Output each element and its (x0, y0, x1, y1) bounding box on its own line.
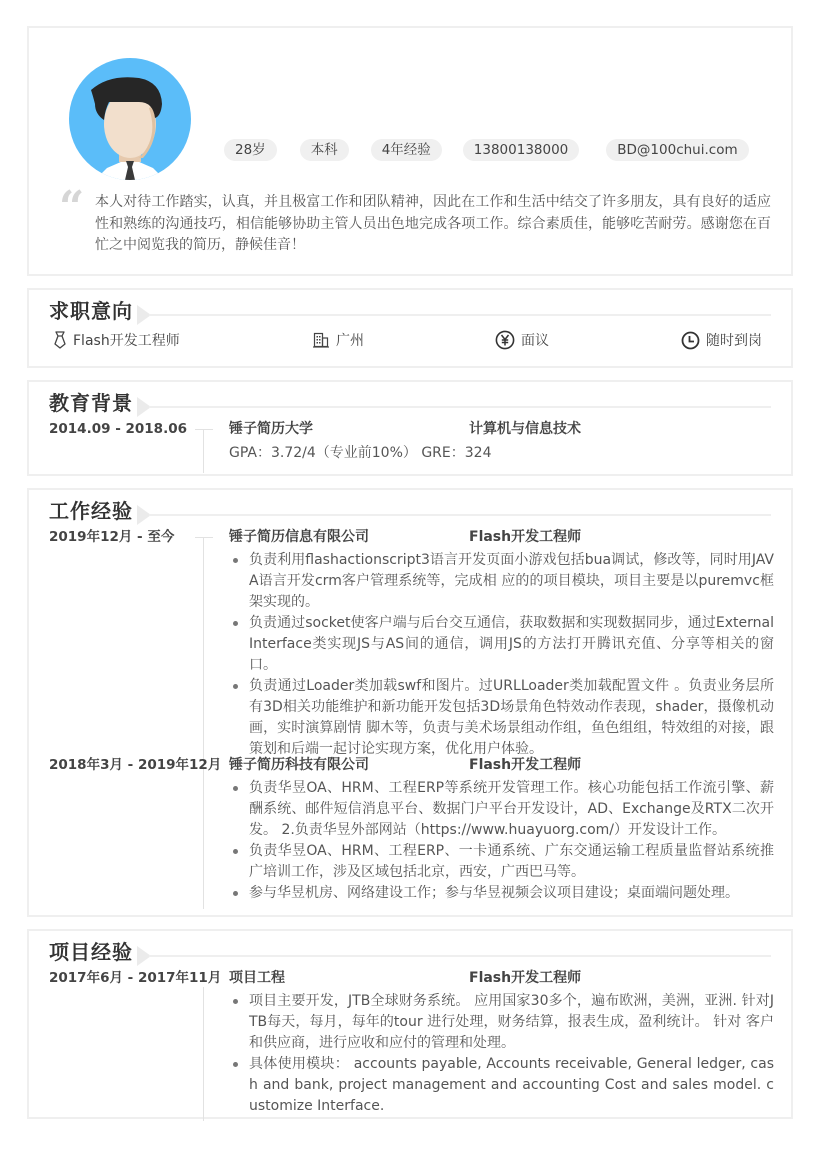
job-role: Flash开发工程师 (469, 970, 582, 986)
job-role: Flash开发工程师 (469, 757, 582, 773)
timeline-tick (195, 537, 213, 538)
company-name: 锤子简历信息有限公司 (229, 529, 369, 545)
section-divider (149, 314, 771, 316)
section-header (49, 388, 771, 418)
responsibility-list (229, 778, 774, 904)
job-intention-card (27, 288, 793, 368)
work-experience-card (27, 488, 793, 917)
timeline-line (203, 987, 204, 1121)
education-detail: GPA：3.72/4（专业前10%） GRE：324 (229, 445, 492, 461)
section-divider (149, 955, 771, 957)
entry-date: 2019年12月 - 至今 (49, 529, 175, 545)
intention-job (53, 330, 180, 350)
entry-date: 2014.09 - 2018.06 (49, 421, 187, 437)
self-summary: 本人对待工作踏实，认真，并且极富工作和团队精神，因此在工作和生活中结交了许多朋友，具有良好的适应性和熟练的沟通技巧，相信能够协助主管人员出色地完成各项工作。综合素质佳，能够吃苦耐劳。感谢您在百忙之中阅览我的简历，静候佳音！ (95, 194, 771, 253)
building-icon (313, 332, 330, 348)
section-divider (149, 514, 771, 516)
section-header (49, 496, 771, 526)
project-detail-list (229, 991, 774, 1117)
timeline-line (203, 537, 204, 909)
avatar (69, 58, 191, 180)
intention-availability-label: 随时到岗 (706, 333, 762, 349)
section-title: 求职意向 (49, 299, 133, 323)
responsibility-item: 参与华昱机房、网络建设工作；参与华昱视频会议项目建设；桌面端问题处理。 (229, 883, 774, 904)
section-header (49, 937, 771, 967)
phone-tag: 13800138000 (463, 139, 579, 161)
responsibility-item: 负责利用flashactionscript3语言开发页面小游戏包括bua调试，修改等，同时用JAVA语言开发crm客户管理系统等，完成相 应的的项目模块，项目主要是以puremvc框架实现的。 (229, 550, 774, 613)
timeline-line (203, 429, 204, 473)
experience-tag: 4年经验 (371, 139, 442, 161)
entry-date: 2017年6月 - 2017年11月 (49, 970, 222, 986)
entry-date: 2018年3月 - 2019年12月 (49, 757, 222, 773)
section-title: 工作经验 (49, 499, 133, 523)
intention-salary (495, 330, 549, 350)
age-tag: 28岁 (224, 139, 277, 161)
intention-availability (681, 330, 762, 350)
degree-tag: 本科 (300, 139, 349, 161)
responsibility-item: 负责华昱OA、HRM、工程ERP、一卡通系统、广东交通运输工程质量监督站系统推广培训工作，涉及区域包括北京，西安，广西巴马等。 (229, 841, 774, 883)
intention-job-label: Flash开发工程师 (73, 333, 180, 349)
job-role: Flash开发工程师 (469, 529, 582, 545)
timeline-tick (195, 429, 213, 430)
section-title: 教育背景 (49, 391, 133, 415)
company-name: 锤子简历科技有限公司 (229, 757, 369, 773)
school-name: 锤子简历大学 (229, 421, 313, 437)
intention-city-label: 广州 (336, 333, 364, 349)
project-detail-item: 项目主要开发，JTB全球财务系统。 应用国家30多个，遍布欧洲，美洲，亚洲. 针对JTB每天，每月，每年的tour 进行处理，财务结算，报表生成，盈利统计。 针对 客户和供应商，进行应收和应付的管理和处理。 (229, 991, 774, 1054)
responsibility-list (229, 550, 774, 760)
yen-icon (495, 330, 515, 350)
male-avatar-icon (69, 58, 191, 180)
section-divider (149, 406, 771, 408)
quote-icon: “ (59, 182, 85, 233)
clock-icon (681, 331, 700, 350)
responsibility-item: 负责通过socket使客户端与后台交互通信，获取数据和实现数据同步，通过ExternalInterface类实现JS与AS间的通信，调用JS的方法打开腾讯充值、分享等相关的窗口。 (229, 613, 774, 676)
section-header (49, 296, 771, 326)
project-name: 项目工程 (229, 970, 285, 986)
email-tag: BD@100chui.com (606, 139, 748, 161)
personal-info-tags (224, 139, 772, 161)
responsibility-item: 负责华昱OA、HRM、工程ERP等系统开发管理工作。核心功能包括工作流引擎、薪酬系统、邮件短信消息平台、数据门户平台开发设计，AD、Exchange及RTX二次开发。 2.负责华昱外部网站（https://www.huayuorg.com/）开发设计工作。 (229, 778, 774, 841)
education-card (27, 380, 793, 476)
major-name: 计算机与信息技术 (469, 421, 581, 437)
intention-city (313, 330, 364, 350)
section-title: 项目经验 (49, 940, 133, 964)
responsibility-item: 负责通过Loader类加载swf和图片。过URLLoader类加载配置文件 。负责业务层所有3D相关功能维护和新功能开发包括3D场景角色特效动作表现，shader，摄像机动画，实时演算剧情 脚木等，负责与美术场景组动作组，鱼色组组，特效组的对接，跟策划和后端一起讨论实现方案，优化用户体验。 (229, 676, 774, 760)
tie-icon (53, 331, 67, 349)
project-detail-item: 具体使用模块： accounts payable, Accounts receivable, General ledger, cash and bank, project management and accounting Cost and sales model. customize Interface. (229, 1054, 774, 1117)
intention-salary-label: 面议 (521, 333, 549, 349)
project-experience-card (27, 929, 793, 1119)
education-entry (29, 419, 791, 469)
profile-header-card (27, 26, 793, 276)
